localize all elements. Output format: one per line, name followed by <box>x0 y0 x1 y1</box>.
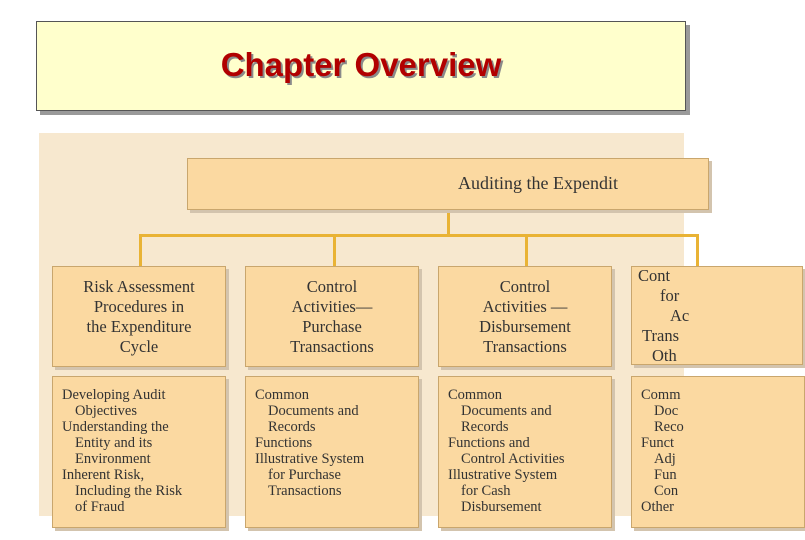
detail-line: Understanding the <box>62 419 169 435</box>
heading-line: Procedures in <box>93 296 185 316</box>
detail-line: Doc <box>654 403 679 419</box>
detail-line: Objectives <box>75 403 138 419</box>
detail-list <box>448 387 565 515</box>
detail-line: Entity and its <box>75 435 153 451</box>
heading-line: Cycle <box>119 336 159 356</box>
detail-line: Functions <box>255 435 313 451</box>
detail-line: for Purchase <box>268 467 341 483</box>
column-heading-2 <box>245 266 419 367</box>
slide-title: Chapter Overview <box>220 46 502 83</box>
detail-line: Records <box>268 419 316 435</box>
detail-line: Control Activities <box>461 451 565 467</box>
column-heading-4 <box>631 266 803 365</box>
heading-line: Ac <box>670 305 690 325</box>
column-detail-1 <box>52 376 226 528</box>
detail-line: Including the Risk <box>75 483 183 499</box>
heading-line: Control <box>306 276 358 296</box>
connector-drop-2 <box>333 234 336 266</box>
detail-line: Reco <box>654 419 684 435</box>
detail-list <box>255 387 364 499</box>
heading-line: Disbursement <box>479 316 571 336</box>
heading-line: Oth <box>652 345 677 365</box>
detail-line: Records <box>461 419 509 435</box>
detail-line: Developing Audit <box>62 387 166 403</box>
detail-line: Transactions <box>268 483 342 499</box>
detail-line: for Cash <box>461 483 511 499</box>
detail-line: Documents and <box>461 403 552 419</box>
root-box <box>187 158 709 210</box>
heading-line: for <box>660 285 680 305</box>
column-detail-3 <box>438 376 612 528</box>
title-box <box>36 21 686 111</box>
connector-drop-4 <box>696 234 699 266</box>
heading-line: Trans <box>642 325 679 345</box>
detail-line: Documents and <box>268 403 359 419</box>
detail-line: Fun <box>654 467 677 483</box>
detail-line: Other <box>641 499 675 515</box>
detail-line: Environment <box>75 451 151 467</box>
heading-line: Purchase <box>302 316 362 336</box>
detail-list <box>62 387 182 515</box>
heading-line: Risk Assessment <box>83 276 195 296</box>
heading-line: Control <box>499 276 551 296</box>
detail-line: Common <box>448 387 502 403</box>
connector-stem <box>447 209 450 235</box>
detail-line: Illustrative System <box>448 467 558 483</box>
heading-line: Activities — <box>482 296 568 316</box>
detail-line: Funct <box>641 435 675 451</box>
detail-list <box>641 387 684 515</box>
heading-line: Cont <box>638 265 671 285</box>
heading-line: Transactions <box>483 336 567 356</box>
detail-line: Adj <box>654 451 676 467</box>
column-detail-2 <box>245 376 419 528</box>
detail-line: of Fraud <box>75 499 125 515</box>
detail-line: Con <box>654 483 679 499</box>
detail-line: Illustrative System <box>255 451 365 467</box>
connector-drop-1 <box>139 234 142 266</box>
column-heading-1 <box>52 266 226 367</box>
heading-line: Activities— <box>291 296 373 316</box>
root-label: Auditing the Expendit <box>458 173 618 193</box>
column-heading-3 <box>438 266 612 367</box>
detail-line: Functions and <box>448 435 530 451</box>
detail-line: Disbursement <box>461 499 542 515</box>
detail-line: Inherent Risk, <box>62 467 145 483</box>
detail-line: Common <box>255 387 309 403</box>
column-detail-4 <box>631 376 805 528</box>
overview-diagram <box>39 133 690 516</box>
connector-horizontal <box>139 234 699 237</box>
heading-line: the Expenditure <box>86 316 192 336</box>
heading-line: Transactions <box>290 336 374 356</box>
connector-drop-3 <box>525 234 528 266</box>
detail-line: Comm <box>641 387 681 403</box>
